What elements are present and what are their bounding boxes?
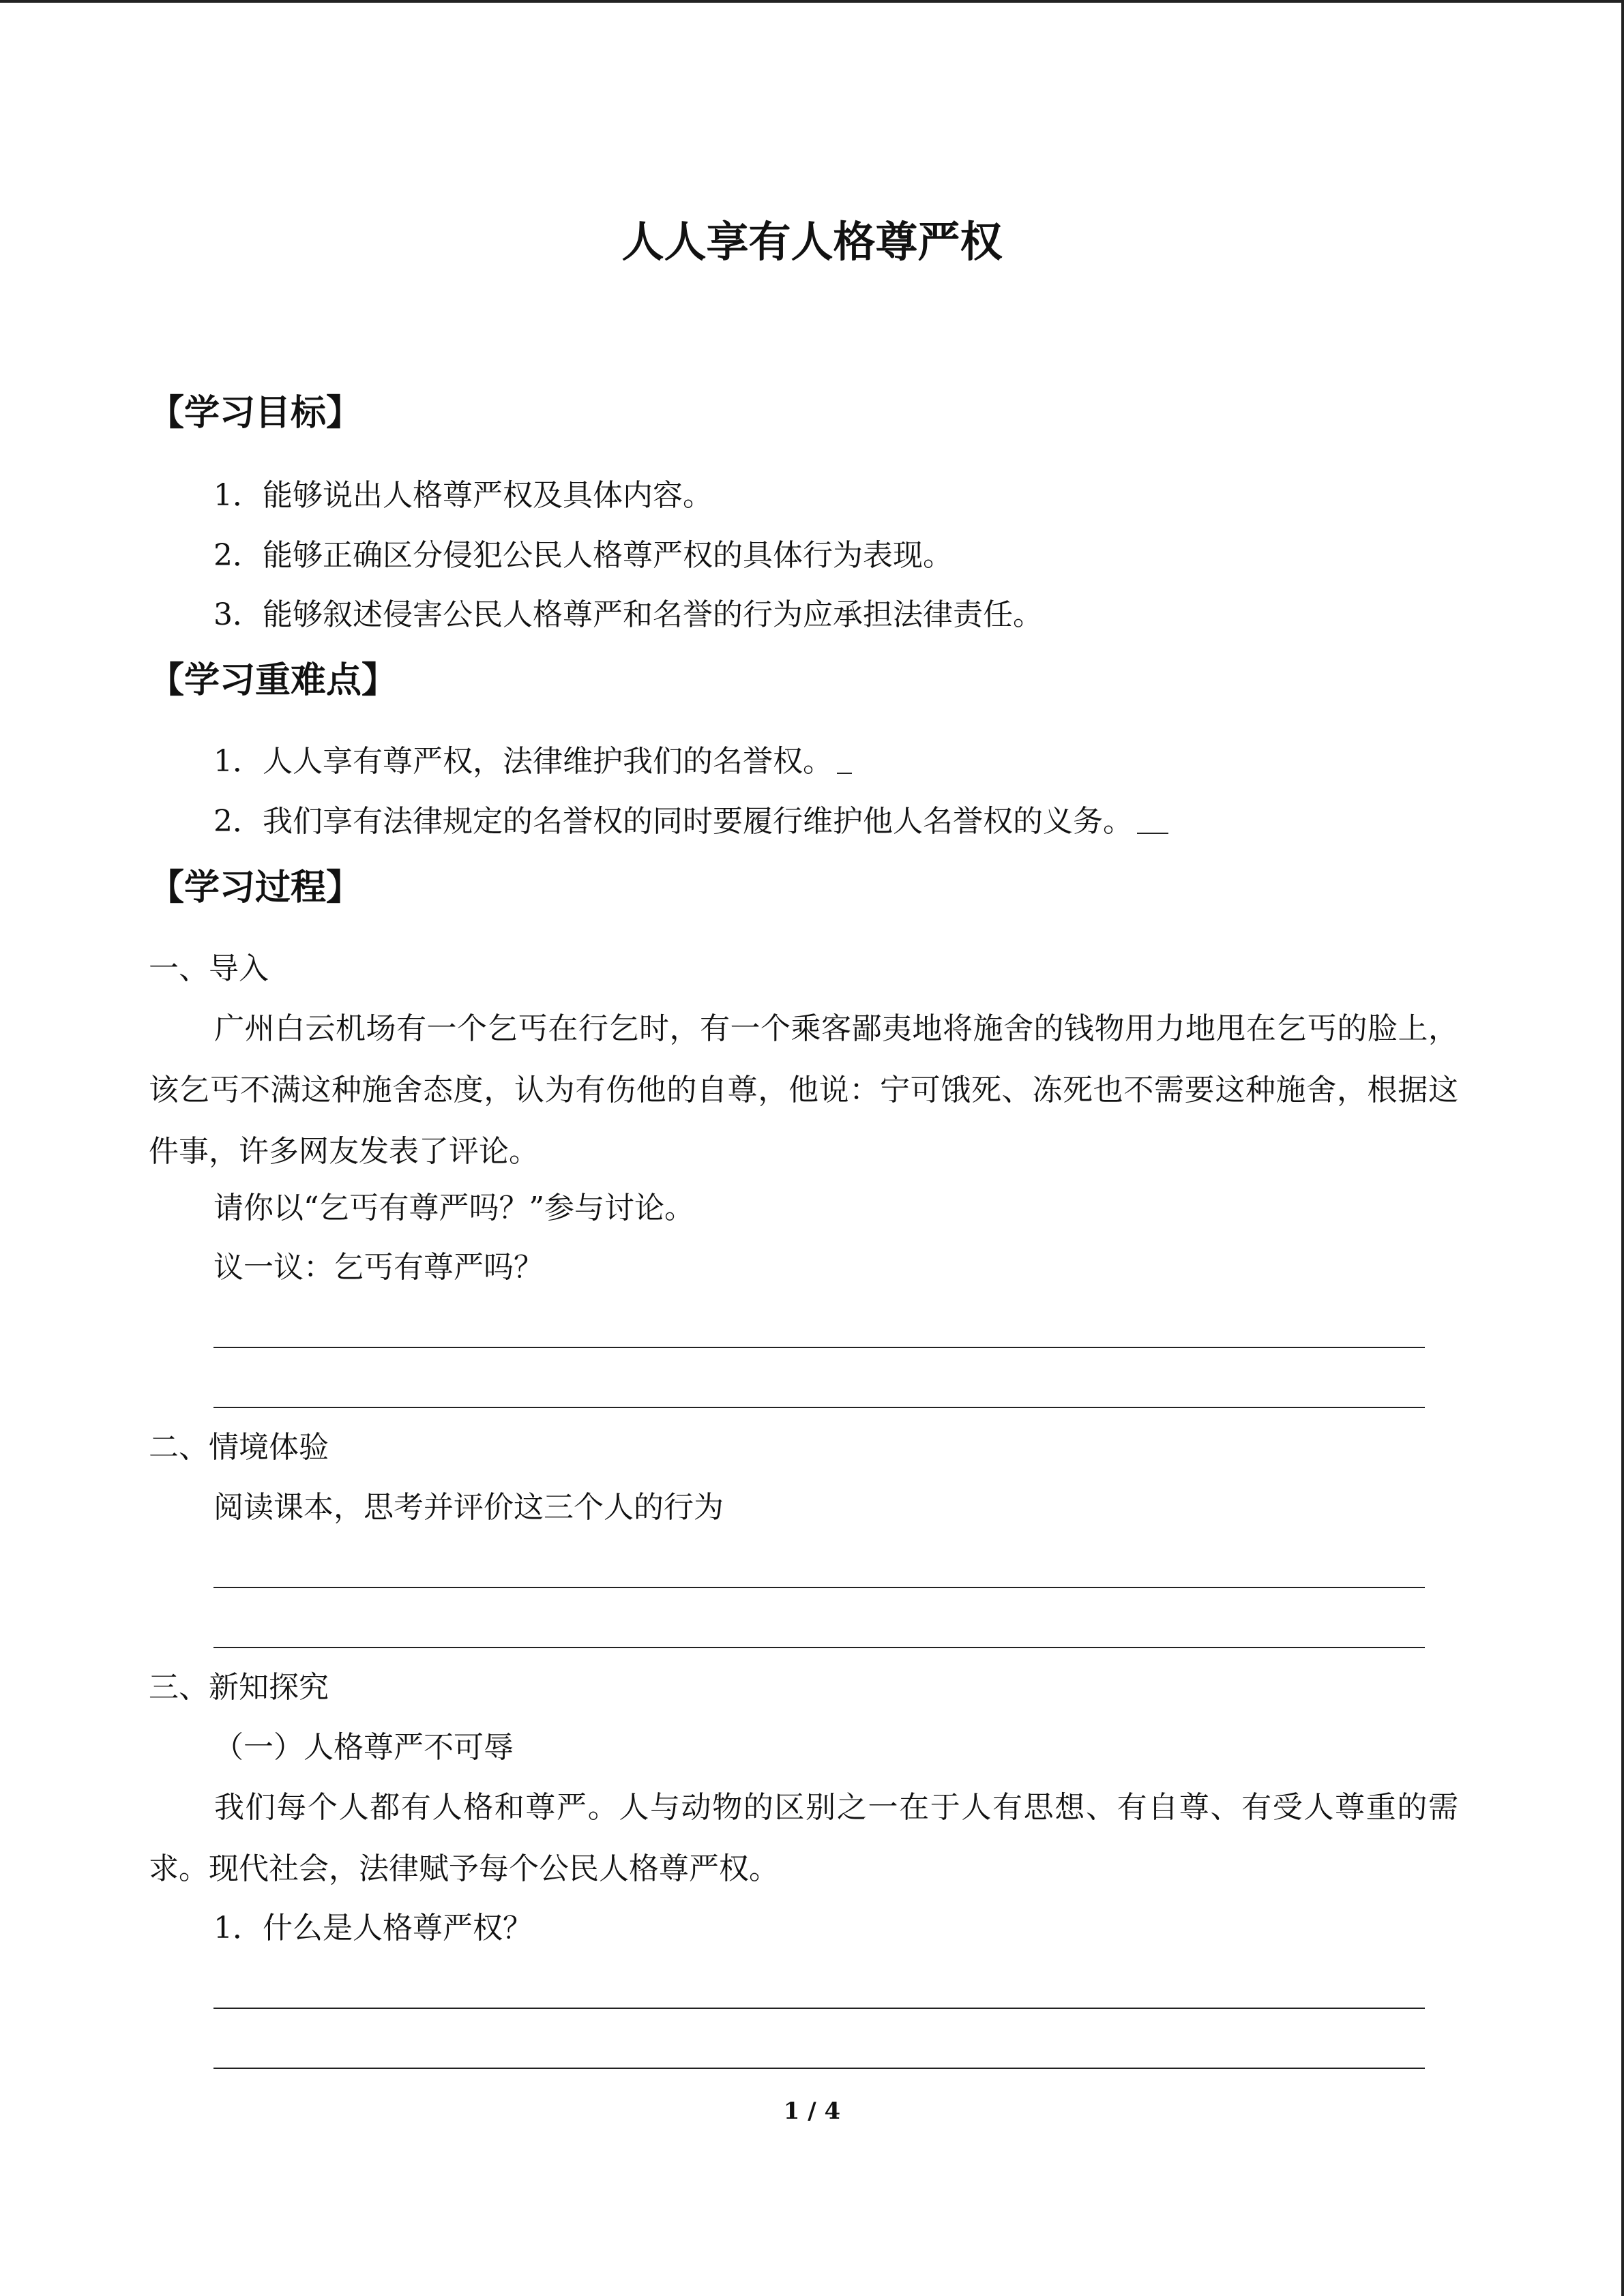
section3-paragraph: 我们每个人都有人格和尊严。人与动物的区别之一在于人有思想、有自尊、有受人尊重的需求。现代社会，法律赋予每个公民人格尊严权。 [149,1790,1458,1886]
key-point-item-1 [213,741,852,782]
answer-line [213,1647,1425,1648]
section2-title: 二、情境体验 [149,1430,329,1465]
section1-paragraph: 广州白云机场有一个乞丐在行乞时，有一个乘客鄙夷地将施舍的钱物用力地甩在乞丐的脸上，该乞丐不满这种施舍态度，认为有伤他的自尊，他说：宁可饿死、冻死也不需要这种施舍，根据这件事，许多网友发表了评论。 [149,1011,1458,1169]
key-point-item-1-text: 1．人人享有尊严权，法律维护我们的名誉权。 [213,744,833,779]
answer-line [213,1587,1425,1588]
key-points-heading: 【学习重难点】 [149,660,398,701]
page-border-right [1621,0,1624,2296]
section1-title: 一、导入 [149,951,269,986]
goal-item-2: 2．能够正确区分侵犯公民人格尊严权的具体行为表现。 [213,538,953,573]
section3-subtitle: （一）人格尊严不可辱 [213,1730,514,1765]
page-border-top [0,0,1624,3]
answer-line [213,1407,1425,1408]
answer-line [213,1347,1425,1348]
goal-item-1: 1．能够说出人格尊严权及具体内容。 [213,478,713,513]
key-point-item-2-text: 2．我们享有法律规定的名誉权的同时要履行维护他人名誉权的义务。 [213,804,1133,839]
answer-line [213,2008,1425,2009]
section3-title: 三、新知探究 [149,1670,329,1705]
section1-prompt: 请你以“乞丐有尊严吗？”参与讨论。 [213,1191,694,1225]
goals-heading: 【学习目标】 [149,393,362,434]
section1-question: 议一议：乞丐有尊严吗？ [213,1250,544,1285]
goal-item-3: 3．能够叙述侵害公民人格尊严和名誉的行为应承担法律责任。 [213,597,1043,632]
key-point-2-underscore [1137,803,1168,834]
key-point-1-underscore [837,743,852,774]
key-point-item-2 [213,801,1168,842]
section2-prompt: 阅读课本，思考并评价这三个人的行为 [213,1490,724,1525]
process-heading: 【学习过程】 [149,867,362,908]
document-title: 人人享有人格尊严权 [621,217,1003,267]
page-number: 1 / 4 [783,2098,841,2125]
answer-line [213,2068,1425,2069]
section3-question: 1．什么是人格尊严权？ [213,1911,533,1945]
